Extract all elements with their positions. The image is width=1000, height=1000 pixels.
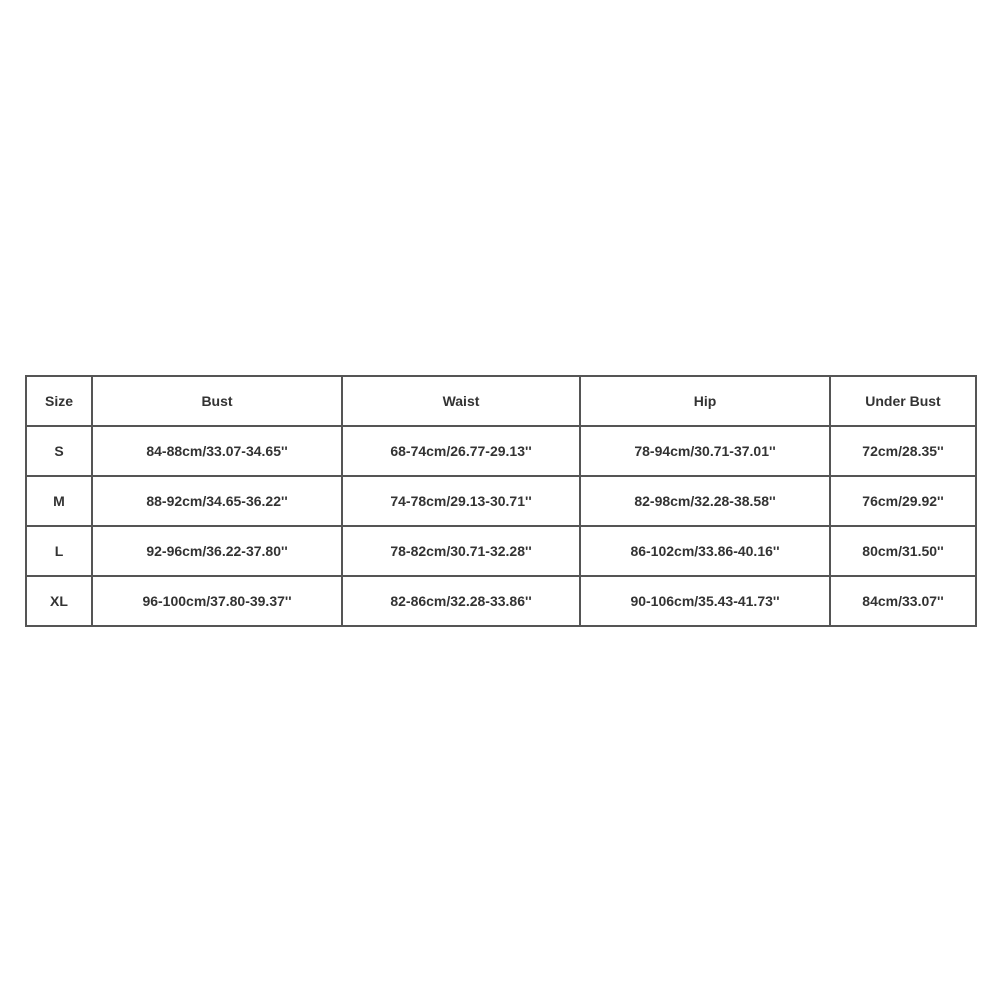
cell-size: M <box>26 476 92 526</box>
cell-under-bust: 80cm/31.50'' <box>830 526 976 576</box>
cell-under-bust: 72cm/28.35'' <box>830 426 976 476</box>
table-row <box>26 476 976 526</box>
header-under-bust: Under Bust <box>830 376 976 426</box>
cell-waist: 74-78cm/29.13-30.71'' <box>342 476 580 526</box>
cell-waist: 82-86cm/32.28-33.86'' <box>342 576 580 626</box>
cell-waist: 68-74cm/26.77-29.13'' <box>342 426 580 476</box>
cell-size: S <box>26 426 92 476</box>
header-size: Size <box>26 376 92 426</box>
cell-hip: 78-94cm/30.71-37.01'' <box>580 426 830 476</box>
cell-hip: 86-102cm/33.86-40.16'' <box>580 526 830 576</box>
cell-waist: 78-82cm/30.71-32.28'' <box>342 526 580 576</box>
table-row <box>26 426 976 476</box>
cell-size: XL <box>26 576 92 626</box>
header-waist: Waist <box>342 376 580 426</box>
header-bust: Bust <box>92 376 342 426</box>
cell-size: L <box>26 526 92 576</box>
table-row <box>26 576 976 626</box>
table-row <box>26 526 976 576</box>
cell-hip: 90-106cm/35.43-41.73'' <box>580 576 830 626</box>
header-hip: Hip <box>580 376 830 426</box>
cell-bust: 92-96cm/36.22-37.80'' <box>92 526 342 576</box>
table-header-row <box>26 376 976 426</box>
cell-hip: 82-98cm/32.28-38.58'' <box>580 476 830 526</box>
cell-bust: 88-92cm/34.65-36.22'' <box>92 476 342 526</box>
cell-bust: 84-88cm/33.07-34.65'' <box>92 426 342 476</box>
size-chart-table <box>25 375 977 627</box>
cell-bust: 96-100cm/37.80-39.37'' <box>92 576 342 626</box>
cell-under-bust: 84cm/33.07'' <box>830 576 976 626</box>
cell-under-bust: 76cm/29.92'' <box>830 476 976 526</box>
